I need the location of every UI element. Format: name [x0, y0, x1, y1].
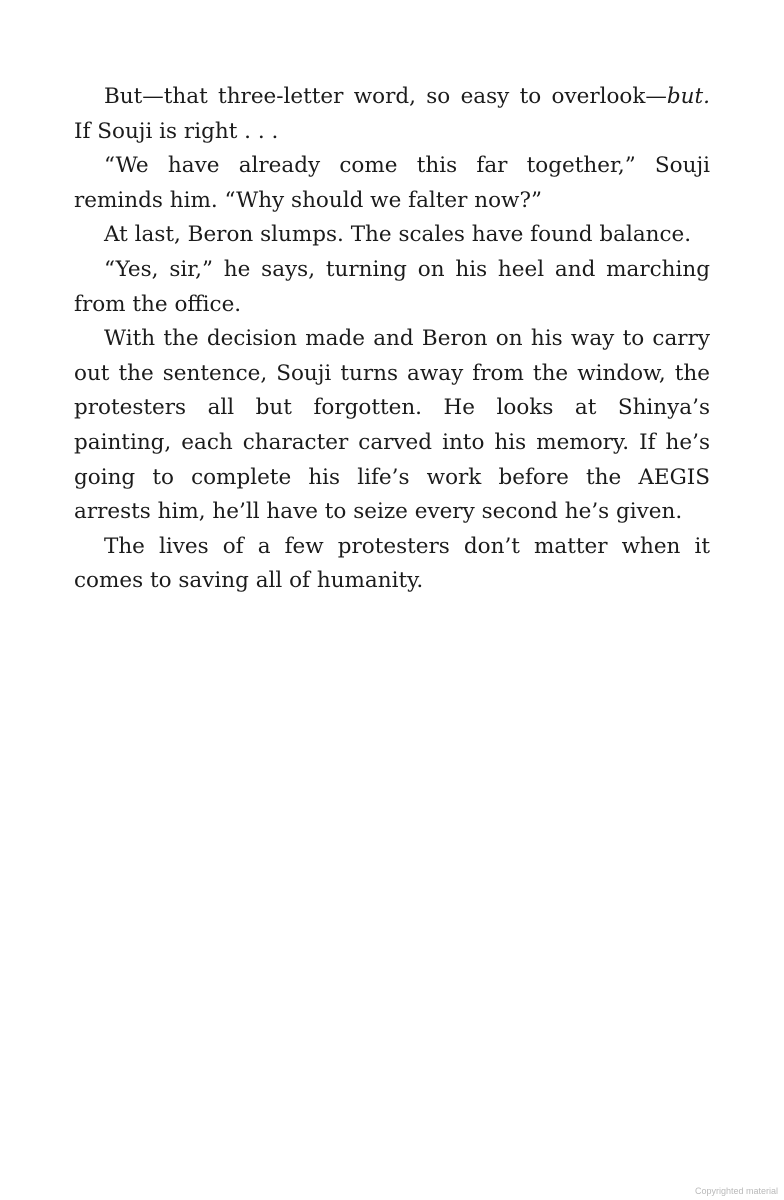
paragraph-5	[74, 322, 710, 530]
paragraph-4	[74, 253, 710, 322]
page-body	[74, 80, 710, 599]
paragraph-4-text: “Yes, sir,” he says, turning on his heel and marching from the office.	[74, 256, 710, 317]
paragraph-5-text: With the decision made and Beron on his way to carry out the sentence, Souji turns away from the window, the protesters all but forgotten. He looks at Shinya’s painting, each character carved into his memory. If he’s going to complete his life’s work before the AEGIS arrests him, he’ll have to seize every second he’s given.	[74, 326, 710, 525]
paragraph-1-text-end: If Souji is right . . .	[74, 118, 279, 144]
paragraph-1-emphasis: but.	[666, 84, 710, 109]
paragraph-2	[74, 149, 710, 218]
paragraph-1	[74, 80, 710, 149]
paragraph-3	[74, 218, 710, 253]
paragraph-1-text: But—that three-letter word, so easy to overlook—	[104, 84, 667, 109]
paragraph-6-text: The lives of a few protesters don’t matter when it comes to saving all of humanity.	[74, 533, 710, 594]
paragraph-2-text: “We have already come this far together,” Souji reminds him. “Why should we falter now?”	[74, 153, 710, 213]
paragraph-6	[74, 530, 710, 599]
copyright-watermark: Copyrighted material	[694, 1186, 778, 1196]
paragraph-3-text: At last, Beron slumps. The scales have found balance.	[104, 222, 692, 248]
